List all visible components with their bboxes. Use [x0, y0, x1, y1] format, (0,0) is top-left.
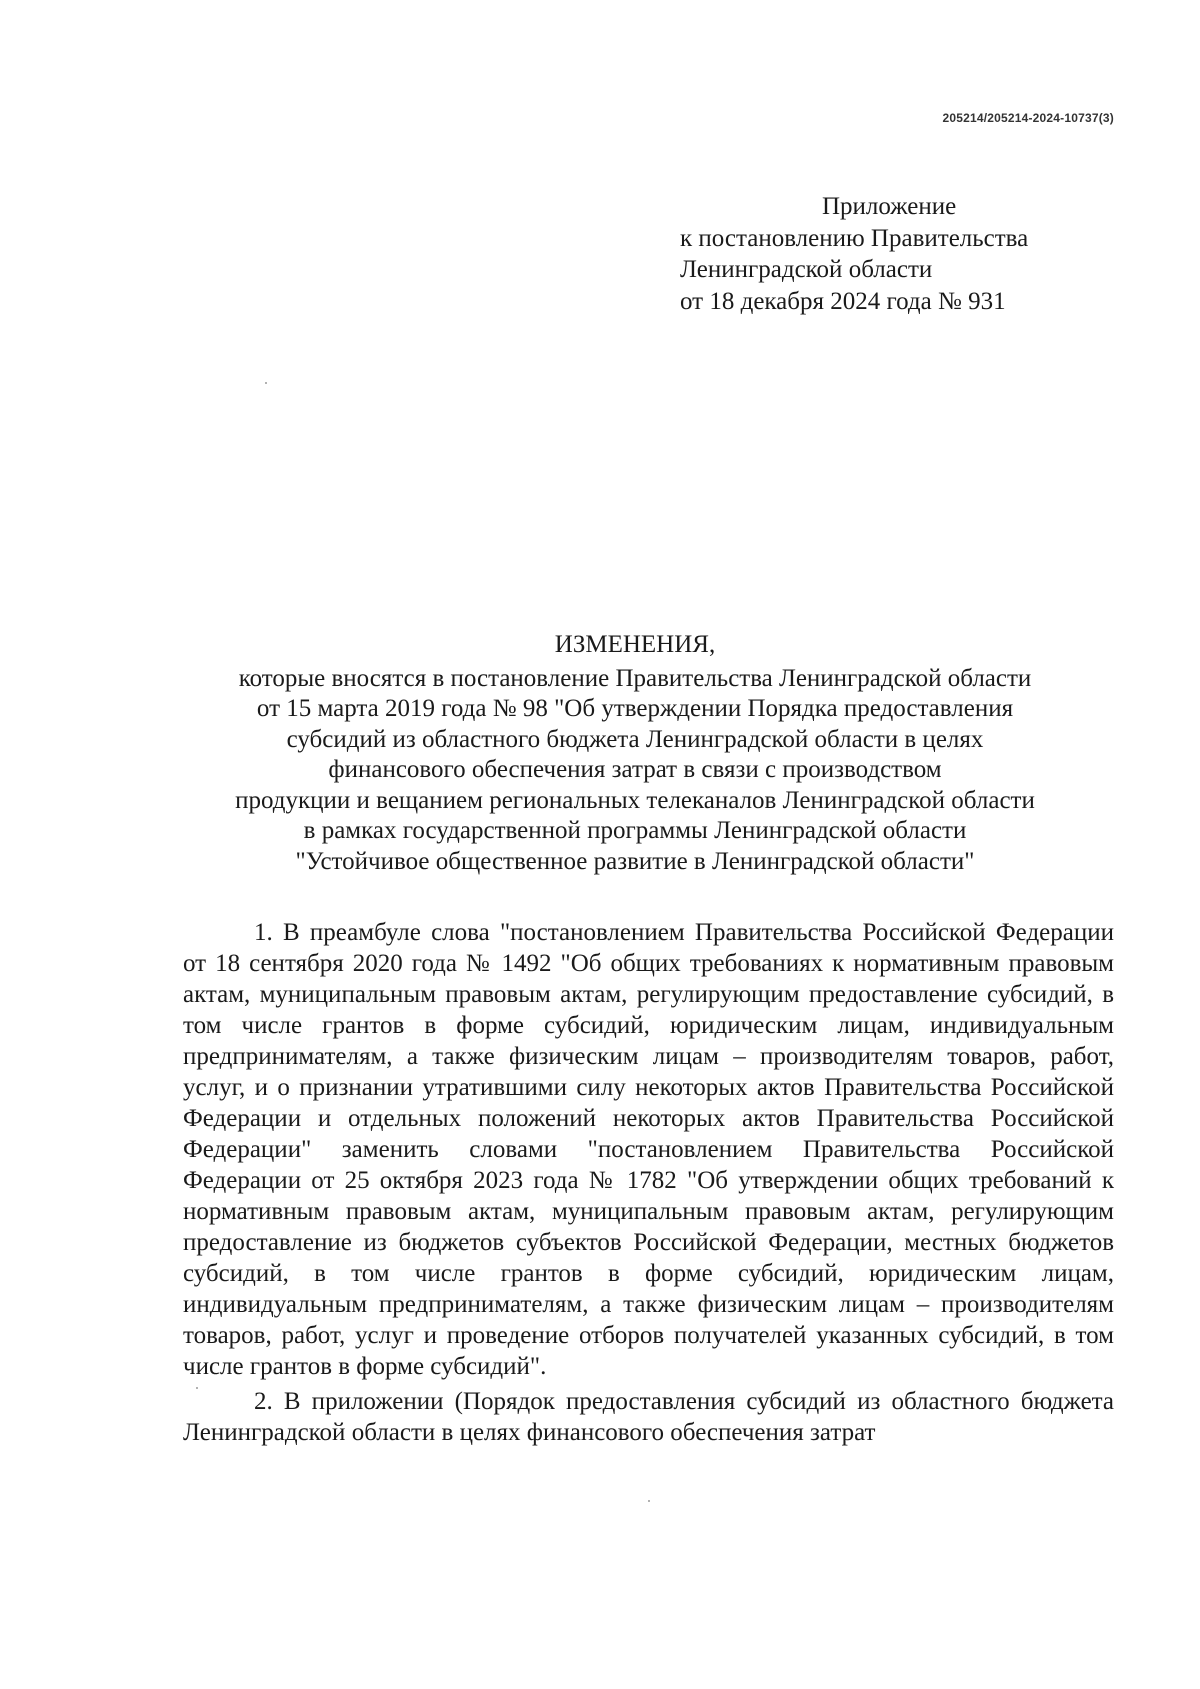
- scan-speck: [265, 382, 267, 384]
- appendix-region: Ленинградской области: [680, 256, 933, 283]
- document-body: [183, 917, 1114, 1448]
- title-line: "Устойчивое общественное развитие в Ленинградской области": [295, 847, 975, 875]
- title-line: субсидий из областного бюджета Ленинградской области в целях: [286, 725, 984, 753]
- appendix-date-number: от 18 декабря 2024 года № 931: [680, 287, 1006, 315]
- title-heading: ИЗМЕНЕНИЯ,: [554, 631, 716, 658]
- paragraph-2: 2. В приложении (Порядок предоставления субсидий из областного бюджета Ленинградской области в целях финансового обеспечения затрат: [183, 1388, 1114, 1446]
- appendix-block: [680, 191, 1028, 317]
- appendix-label: Приложение: [822, 193, 957, 220]
- appendix-resolution-ref: к постановлению Правительства: [680, 224, 1029, 252]
- scan-speck: [196, 1387, 198, 1389]
- registration-number: 205214/205214-2024-10737(3): [942, 111, 1114, 125]
- title-line: финансового обеспечения затрат в связи с производством: [328, 756, 942, 783]
- paragraph-1: 1. В преамбуле слова "постановлением Правительства Российской Федерации от 18 сентября 2020 года № 1492 "Об общих требованиях к нормативным правовым актам, муниципальным правовым актам, регулирующим предоставление субсидий, в том числе грантов в форме субсидий, юридическим лицам, индивидуальным предпринимателям, а также физическим лицам – производителям товаров, работ, услуг, и о признании утратившими силу некоторых актов Правительства Российской Федерации и отдельных положений некоторых актов Правительства Российской Федерации" заменить словами "постановлением Правительства Российской Федерации от 25 октября 2023 года № 1782 "Об утверждении общих требований к нормативным правовым актам, муниципальным правовым актам, регулирующим предоставление из бюджетов субъектов Российской Федерации, местных бюджетов субсидий, в том числе грантов в форме субсидий, юридическим лицам, индивидуальным предпринимателям, а также физическим лицам – производителям товаров, работ, услуг и проведение отборов получателей указанных субсидий, в том числе грантов в форме субсидий".: [183, 919, 1114, 1380]
- document-title: [150, 630, 1120, 877]
- title-line: в рамках государственной программы Ленинградской области: [303, 817, 967, 844]
- title-line: продукции и вещанием региональных телеканалов Ленинградской области: [235, 786, 1035, 814]
- title-line: которые вносятся в постановление Правительства Ленинградской области: [238, 664, 1032, 692]
- title-line: от 15 марта 2019 года № 98 "Об утверждении Порядка предоставления: [256, 695, 1014, 722]
- scan-speck: [648, 1500, 650, 1502]
